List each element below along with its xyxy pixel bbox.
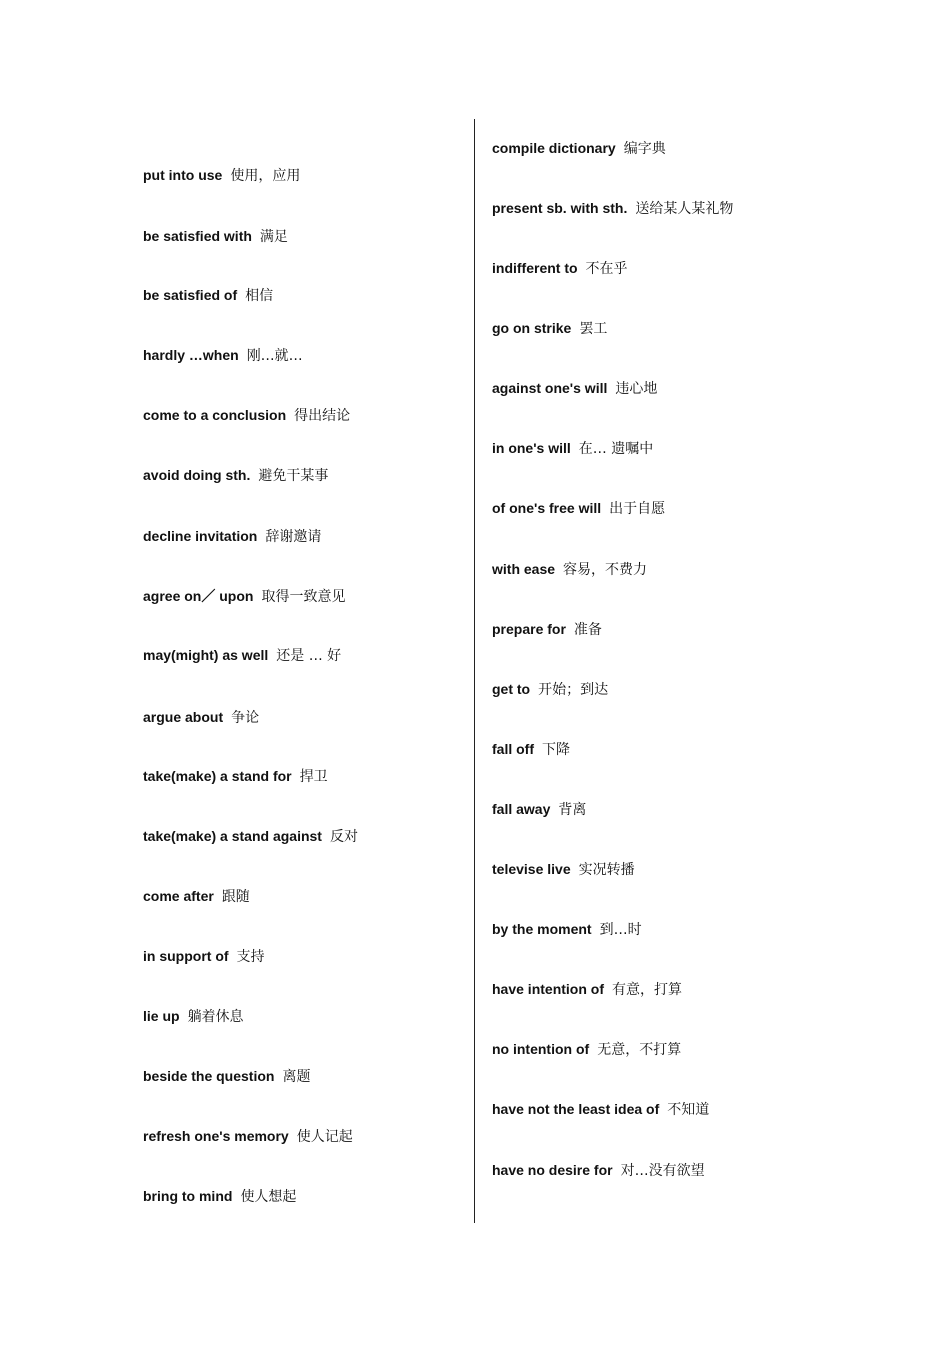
phrase-entry [143, 227, 288, 246]
phrase-chinese: 在… 遗嘱中 [578, 441, 654, 457]
phrase-english: avoid doing sth. [143, 467, 251, 483]
phrase-entry [143, 646, 341, 665]
phrase-chinese: 支持 [236, 949, 265, 965]
phrase-entry [143, 466, 328, 485]
phrase-chinese: 使用，应用 [230, 168, 301, 184]
phrase-chinese: 开始；到达 [538, 682, 609, 698]
phrase-chinese: 对…没有欲望 [620, 1163, 705, 1179]
phrase-chinese: 准备 [573, 622, 602, 638]
phrase-chinese: 不知道 [667, 1102, 710, 1118]
phrase-entry [492, 560, 647, 579]
phrase-english: take(make) a stand for [143, 768, 292, 784]
phrase-entry [492, 319, 607, 338]
phrase-chinese: 离题 [282, 1069, 311, 1085]
phrase-entry [143, 767, 328, 786]
phrase-entry [143, 1127, 353, 1146]
phrase-english: with ease [492, 561, 556, 577]
phrase-chinese: 取得一致意见 [261, 589, 346, 605]
phrase-entry [492, 139, 666, 158]
phrase-english: have intention of [492, 981, 604, 997]
phrase-chinese: 送给某人某礼物 [635, 201, 734, 217]
phrase-entry [492, 680, 608, 699]
phrase-english: compile dictionary [492, 140, 616, 156]
phrase-english: hardly …when [143, 347, 239, 363]
phrase-entry [492, 199, 733, 218]
phrase-english: prepare for [492, 621, 566, 637]
phrase-chinese: 捍卫 [299, 769, 328, 785]
phrase-chinese: 实况转播 [578, 862, 635, 878]
phrase-english: be satisfied with [143, 228, 252, 244]
phrase-english: put into use [143, 167, 223, 183]
phrase-entry [492, 379, 657, 398]
phrase-chinese: 争论 [231, 710, 260, 726]
phrase-english: bring to mind [143, 1188, 233, 1204]
phrase-chinese: 出于自愿 [609, 501, 666, 517]
phrase-entry [143, 1007, 244, 1026]
phrase-entry [143, 1067, 310, 1086]
phrase-entry [492, 1161, 705, 1180]
phrase-entry [492, 800, 586, 819]
phrase-chinese: 到…时 [599, 922, 642, 938]
phrase-entry [492, 439, 653, 458]
phrase-entry [492, 860, 635, 879]
phrase-chinese: 得出结论 [294, 408, 351, 424]
phrase-english: fall off [492, 741, 534, 757]
phrase-chinese: 违心地 [615, 381, 658, 397]
phrase-chinese: 背离 [558, 802, 587, 818]
phrase-entry [143, 708, 259, 727]
phrase-entry [143, 887, 250, 906]
phrase-english: refresh one's memory [143, 1128, 289, 1144]
phrase-entry [143, 346, 303, 365]
phrase-entry [143, 406, 350, 425]
phrase-english: take(make) a stand against [143, 828, 322, 844]
phrase-english: go on strike [492, 320, 572, 336]
phrase-chinese: 下降 [542, 742, 570, 758]
phrase-entry [143, 827, 358, 846]
phrase-english: against one's will [492, 380, 608, 396]
phrase-english: fall away [492, 801, 551, 817]
phrase-chinese: 反对 [329, 829, 358, 845]
phrase-english: no intention of [492, 1041, 590, 1057]
phrase-chinese: 满足 [259, 229, 288, 245]
phrase-english: have no desire for [492, 1162, 613, 1178]
phrase-entry [492, 620, 602, 639]
phrase-english: come after [143, 888, 214, 904]
phrase-chinese: 辞谢邀请 [265, 529, 322, 545]
phrase-english: present sb. with sth. [492, 200, 628, 216]
phrase-english: come to a conclusion [143, 407, 287, 423]
phrase-english: in support of [143, 948, 229, 964]
phrase-english: by the moment [492, 921, 592, 937]
phrase-english: argue about [143, 709, 224, 725]
phrase-entry [143, 1187, 296, 1206]
phrase-english: have not the least idea of [492, 1101, 660, 1117]
phrase-chinese: 不在乎 [585, 261, 628, 277]
phrase-english: be satisfied of [143, 287, 238, 303]
phrase-english: in one's will [492, 440, 571, 456]
phrase-english: agree on／ upon [143, 588, 254, 604]
phrase-chinese: 容易，不费力 [563, 562, 648, 578]
phrase-chinese: 跟随 [221, 889, 250, 905]
phrase-chinese: 编字典 [623, 141, 666, 157]
phrase-entry [492, 980, 682, 999]
phrase-chinese: 罢工 [579, 321, 608, 337]
phrase-entry [143, 286, 273, 305]
column-divider [474, 119, 475, 1223]
phrase-entry [143, 166, 300, 185]
phrase-chinese: 相信 [245, 288, 274, 304]
phrase-english: of one's free will [492, 500, 602, 516]
phrase-entry [492, 259, 628, 278]
phrase-chinese: 刚…就… [246, 348, 303, 364]
phrase-english: get to [492, 681, 531, 697]
phrase-english: televise live [492, 861, 571, 877]
phrase-chinese: 避免干某事 [258, 468, 329, 484]
phrase-chinese: 使人记起 [296, 1129, 353, 1145]
phrase-english: decline invitation [143, 528, 258, 544]
phrase-chinese: 有意，打算 [612, 982, 682, 998]
phrase-chinese: 使人想起 [240, 1189, 297, 1205]
phrase-entry [492, 1100, 709, 1119]
phrase-entry [143, 587, 345, 606]
phrase-chinese: 还是 … 好 [276, 648, 342, 664]
phrase-entry [492, 499, 665, 518]
phrase-english: lie up [143, 1008, 180, 1024]
phrase-entry [492, 1040, 681, 1059]
phrase-english: indifferent to [492, 260, 578, 276]
phrase-entry [143, 527, 321, 546]
phrase-entry [143, 947, 265, 966]
phrase-english: may(might) as well [143, 647, 269, 663]
phrase-chinese: 无意，不打算 [597, 1042, 682, 1058]
phrase-entry [492, 920, 642, 939]
phrase-chinese: 躺着休息 [187, 1009, 244, 1025]
phrase-english: beside the question [143, 1068, 275, 1084]
phrase-entry [492, 740, 570, 759]
